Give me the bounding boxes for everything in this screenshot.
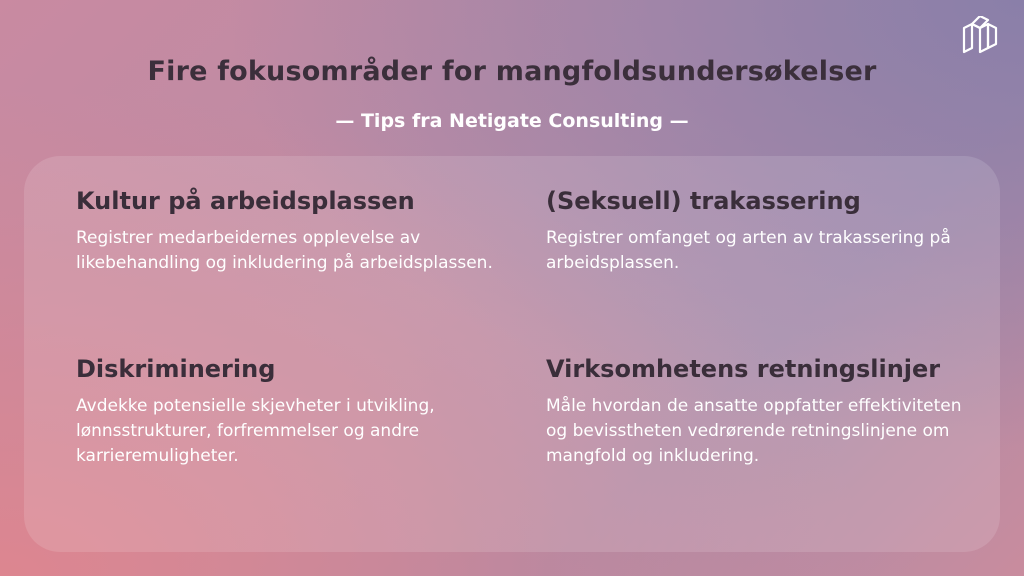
focus-area-text: Registrer omfanget og arten av trakassering på arbeidsplassen.: [546, 228, 951, 273]
focus-area-text: Registrer medarbeidernes opplevelse av likebehandling og inkludering på arbeidsplassen.: [76, 228, 493, 273]
page-subtitle: — Tips fra Netigate Consulting —: [335, 110, 689, 132]
focus-area-title: Kultur på arbeidsplassen: [76, 187, 415, 215]
focus-area-title: Virksomhetens retningslinjer: [546, 355, 941, 383]
focus-area-harassment: [546, 186, 966, 276]
focus-area-policies: [546, 354, 966, 469]
focus-area-text: Måle hvordan de ansatte oppfatter effektiviteten og bevisstheten vedrørende retningslinjene om mangfold og inkludering.: [546, 396, 962, 466]
page-title: Fire fokusområder for mangfoldsundersøkelser: [147, 56, 877, 87]
focus-area-text: Avdekke potensielle skjevheter i utvikling, lønnsstrukturer, forfremmelser og andre karrieremuligheter.: [76, 396, 435, 466]
netigate-logo-icon: [960, 16, 1000, 56]
focus-area-title: Diskriminering: [76, 355, 276, 383]
focus-area-discrimination: [76, 354, 496, 469]
focus-area-culture: [76, 186, 496, 276]
focus-area-title: (Seksuell) trakassering: [546, 187, 861, 215]
